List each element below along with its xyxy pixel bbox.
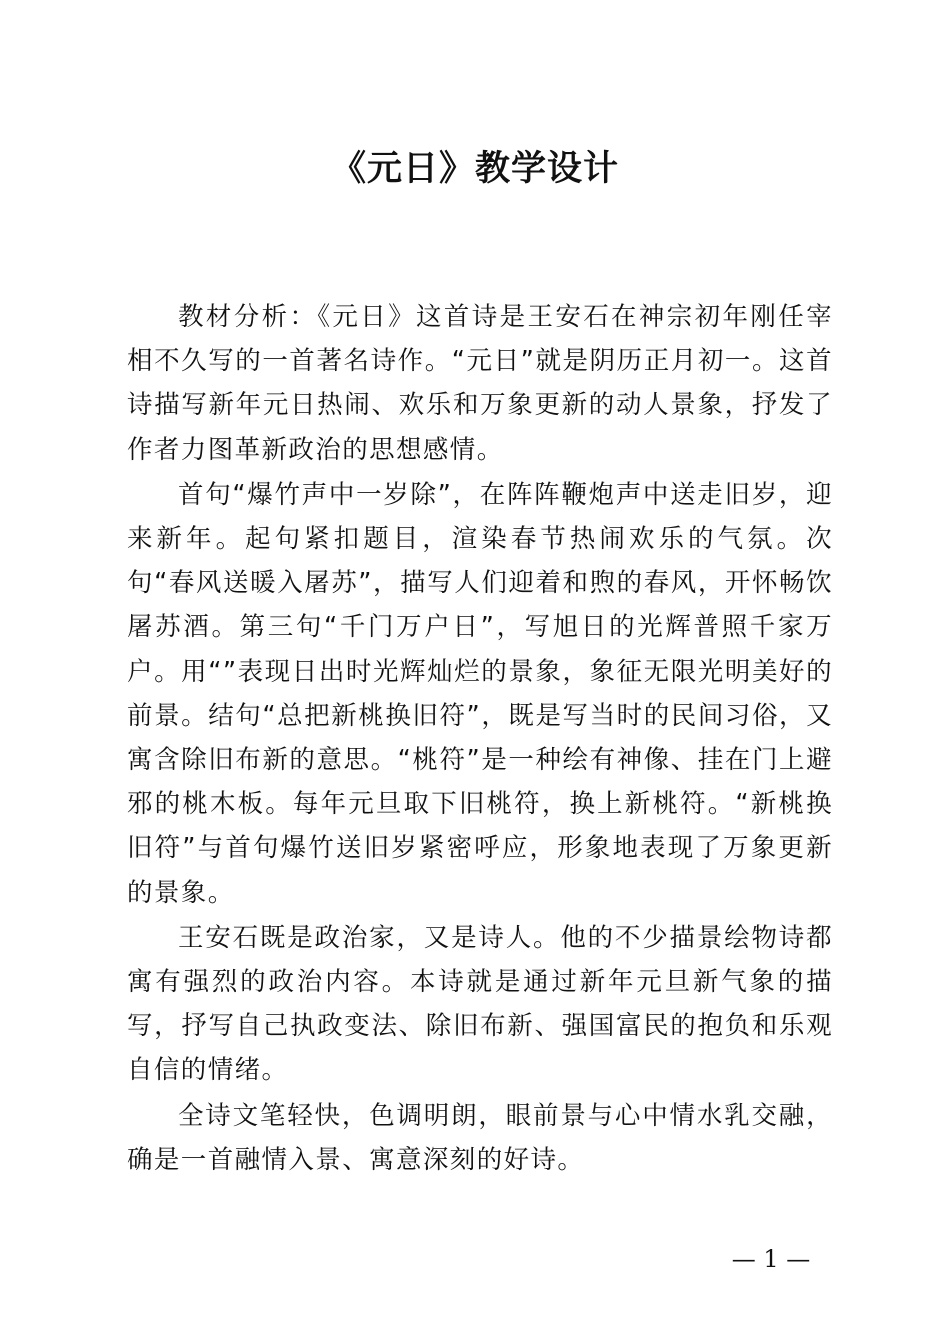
paragraph-analysis: 教材分析：《元日》这首诗是王安石在神宗初年刚任宰相不久写的一首著名诗作。“元日”就是阴历正月初一。这首诗描写新年元日热闹、欢乐和万象更新的动人景象，抒发了作者力图革新政治的思想感情。 xyxy=(127,302,833,465)
document-title: 《元日》教学设计 xyxy=(330,149,619,189)
paragraph-summary: 全诗文笔轻快，色调明朗，眼前景与心中情水乳交融，确是一首融情入景、寓意深刻的好诗。 xyxy=(127,1100,833,1175)
document-body xyxy=(127,295,833,1182)
paragraph-line-analysis: 首句“爆竹声中一岁除”，在阵阵鞭炮声中送走旧岁，迎来新年。起句紧扣题目，渲染春节热闹欢乐的气氛。次句“春风送暖入屠苏”，描写人们迎着和煦的春风，开怀畅饮屠苏酒。第三句“千门万户日”，写旭日的光辉普照千家万户。用“”表现日出时光辉灿烂的景象，象征无限光明美好的前景。结句“总把新桃换旧符”，既是写当时的民间习俗，又寓含除旧布新的意思。“桃符”是一种绘有神像、挂在门上避邪的桃木板。每年元旦取下旧桃符，换上新桃符。“新桃换旧符”与首句爆竹送旧岁紧密呼应，形象地表现了万象更新的景象。 xyxy=(127,479,833,908)
page-number: — 1 — xyxy=(731,1245,811,1273)
paragraph-author: 王安石既是政治家，又是诗人。他的不少描景绘物诗都寓有强烈的政治内容。本诗就是通过新年元旦新气象的描写，抒写自己执政变法、除旧布新、强国富民的抱负和乐观自信的情绪。 xyxy=(127,922,833,1086)
